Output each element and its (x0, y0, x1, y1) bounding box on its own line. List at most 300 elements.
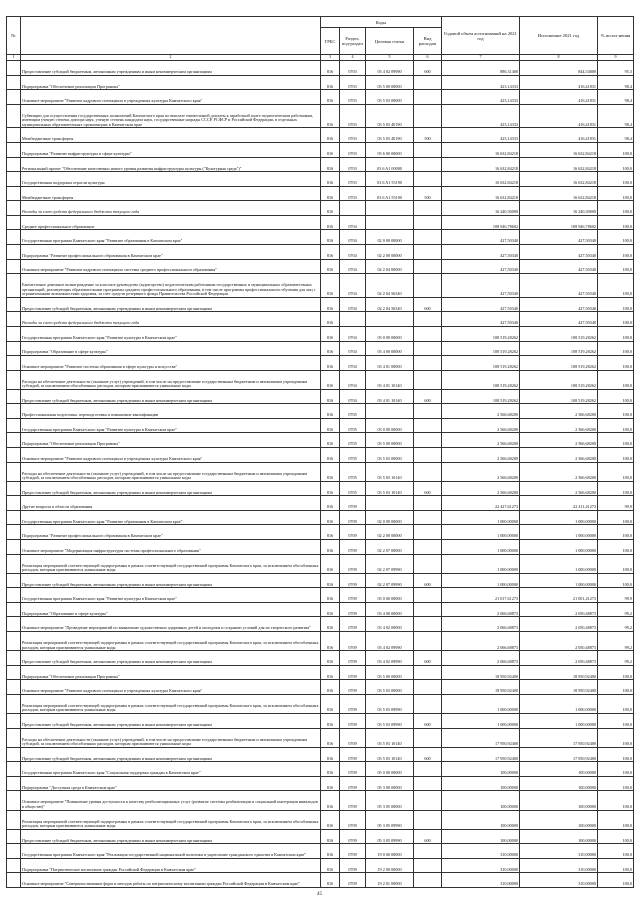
cell-pct: 100,0 (598, 713, 634, 728)
cell-plan: 2 566,68200 (442, 448, 520, 463)
cell-target: 03 5 03 10140 (366, 747, 414, 762)
cell-grbs: 816 (321, 481, 340, 496)
cell-plan: 427,50340 (442, 259, 520, 274)
cell-pct: 100,0 (598, 481, 634, 496)
cell-exptype (414, 143, 442, 158)
cell-fact: 16 632,84218 (520, 186, 598, 201)
cell-target: 03 5 03 00000 (366, 90, 414, 105)
cell-target: 02 2 00 00000 (366, 525, 414, 540)
cell-section: 0704 (340, 259, 366, 274)
cell-num (7, 510, 21, 525)
cell-num (7, 75, 21, 90)
header-grbs: ГРБС (321, 28, 340, 55)
table-row (7, 680, 634, 695)
cell-grbs: 816 (321, 680, 340, 695)
cell-exptype: 600 (414, 389, 442, 404)
cell-pct: 100,0 (598, 230, 634, 245)
cell-exptype (414, 762, 442, 777)
cell-section: 0709 (340, 858, 366, 873)
cell-num (7, 370, 21, 389)
table-row (7, 602, 634, 617)
cell-name: Расходы на обеспечение деятельности (оказание услуг) учреждений, в том числе на предоставление государственным бюджетным и автономным учреждениям субсидий, за исключением обособленных расходов, которым присваиваются уникальные коды (21, 370, 321, 389)
cell-fact: 2 566,68200 (520, 481, 598, 496)
cell-pct: 98,4 (598, 128, 634, 143)
cell-grbs: 816 (321, 510, 340, 525)
cell-pct: 100,0 (598, 728, 634, 747)
table-row (7, 215, 634, 230)
cell-grbs: 816 (321, 201, 340, 216)
cell-section: 0704 (340, 274, 366, 298)
cell-exptype (414, 858, 442, 873)
cell-exptype (414, 873, 442, 888)
cell-num (7, 665, 21, 680)
cell-num (7, 844, 21, 859)
cell-pct: 95,3 (598, 61, 634, 76)
column-number: 3 (321, 55, 340, 61)
table-row (7, 341, 634, 356)
cell-target (366, 404, 414, 419)
cell-target: 03 5 03 10140 (366, 481, 414, 496)
cell-exptype (414, 370, 442, 389)
cell-section: 0703 (340, 186, 366, 201)
cell-target: 05 3 00 00000 (366, 776, 414, 791)
cell-fact: 1 000,00000 (520, 525, 598, 540)
cell-target: 03 4 02 09990 (366, 651, 414, 666)
cell-exptype: 600 (414, 651, 442, 666)
cell-fact: 108 519,28262 (520, 356, 598, 371)
cell-section: 0709 (340, 776, 366, 791)
cell-grbs: 816 (321, 588, 340, 603)
cell-num (7, 713, 21, 728)
cell-exptype (414, 844, 442, 859)
cell-plan: 310,00000 (442, 873, 520, 888)
cell-fact: 2 050,48873 (520, 631, 598, 650)
cell-plan: 2 066,68873 (442, 651, 520, 666)
cell-num (7, 172, 21, 187)
cell-section: 0709 (340, 525, 366, 540)
cell-name: Подпрограмма "Образование в сфере культуры" (21, 341, 321, 356)
cell-exptype (414, 631, 442, 650)
cell-target (366, 496, 414, 511)
cell-num (7, 448, 21, 463)
cell-pct: 100,0 (598, 157, 634, 172)
cell-exptype (414, 776, 442, 791)
column-number: 5 (366, 55, 414, 61)
cell-pct: 100,0 (598, 297, 634, 312)
cell-exptype: 500 (414, 128, 442, 143)
table-row (7, 389, 634, 404)
cell-num (7, 326, 21, 341)
cell-plan: 100,00000 (442, 791, 520, 810)
cell-grbs: 816 (321, 651, 340, 666)
cell-section: 0705 (340, 481, 366, 496)
cell-num (7, 215, 21, 230)
cell-grbs: 816 (321, 602, 340, 617)
table-row (7, 617, 634, 632)
cell-grbs: 816 (321, 215, 340, 230)
cell-fact: 844,54800 (520, 61, 598, 76)
cell-exptype (414, 312, 442, 327)
cell-name: Государственная программа Камчатского края "Развитие культуры в Камчатском крае" (21, 588, 321, 603)
cell-section: 0703 (340, 172, 366, 187)
cell-exptype (414, 462, 442, 481)
cell-pct: 99,2 (598, 617, 634, 632)
cell-target: 03 4 00 00000 (366, 602, 414, 617)
cell-fact: 17 950,92400 (520, 728, 598, 747)
cell-section: 0709 (340, 602, 366, 617)
cell-section: 0709 (340, 844, 366, 859)
table-row (7, 554, 634, 573)
column-number: 2 (21, 55, 321, 61)
cell-section: 0704 (340, 230, 366, 245)
cell-grbs: 816 (321, 631, 340, 650)
column-number: 7 (442, 55, 520, 61)
cell-section: 0709 (340, 680, 366, 695)
cell-grbs: 816 (321, 389, 340, 404)
table-row (7, 651, 634, 666)
cell-section: 0709 (340, 540, 366, 555)
cell-exptype: 600 (414, 573, 442, 588)
cell-name: Предоставление субсидий бюджетным, автономным учреждениям и иным некоммерческим организациям (21, 573, 321, 588)
header-exptype: Вид расходов (414, 28, 442, 55)
cell-exptype: 600 (414, 61, 442, 76)
cell-section: 0705 (340, 448, 366, 463)
cell-pct: 100,0 (598, 389, 634, 404)
cell-grbs: 816 (321, 617, 340, 632)
table-row (7, 128, 634, 143)
cell-num (7, 747, 21, 762)
cell-target: 03 5 03 40190 (366, 128, 414, 143)
cell-fact: 416,41831 (520, 104, 598, 128)
cell-num (7, 694, 21, 713)
budget-table-sheet (6, 16, 633, 888)
cell-exptype (414, 617, 442, 632)
cell-plan: 423,14333 (442, 104, 520, 128)
cell-fact: 416,41831 (520, 128, 598, 143)
cell-num (7, 230, 21, 245)
cell-target: 03 6 A1 55190 (366, 186, 414, 201)
cell-pct: 100,0 (598, 404, 634, 419)
cell-section: 0703 (340, 90, 366, 105)
cell-grbs: 816 (321, 873, 340, 888)
cell-plan: 1 000,00000 (442, 554, 520, 573)
cell-plan: 2 566,68200 (442, 462, 520, 481)
cell-name: Подпрограмма "Образование в сфере культуры" (21, 602, 321, 617)
cell-grbs: 816 (321, 810, 340, 829)
cell-num (7, 312, 21, 327)
cell-target: 02 2 04 00000 (366, 259, 414, 274)
cell-section: 0709 (340, 631, 366, 650)
cell-num (7, 274, 21, 298)
cell-num (7, 433, 21, 448)
cell-section: 0704 (340, 215, 366, 230)
cell-fact: 1 000,00000 (520, 554, 598, 573)
cell-name: Среднее профессиональное образование (21, 215, 321, 230)
cell-exptype (414, 540, 442, 555)
cell-target: 02 2 07 09990 (366, 554, 414, 573)
cell-name: Профессиональная подготовка, переподготовка и повышение квалификации (21, 404, 321, 419)
cell-section: 0703 (340, 104, 366, 128)
cell-fact: 22 411,41273 (520, 496, 598, 511)
table-row (7, 90, 634, 105)
cell-target: 03 5 00 00000 (366, 433, 414, 448)
cell-num (7, 244, 21, 259)
cell-fact: 1 000,00000 (520, 540, 598, 555)
cell-target: 02 2 07 09990 (366, 573, 414, 588)
table-body (7, 61, 634, 888)
cell-plan: 18 950,92400 (442, 665, 520, 680)
cell-exptype (414, 157, 442, 172)
cell-plan: 1 000,00000 (442, 713, 520, 728)
cell-name: Государственная программа Камчатского края "Развитие образования в Камчатском крае" (21, 230, 321, 245)
cell-grbs: 816 (321, 554, 340, 573)
cell-name: Государственная поддержка отрасли культуры (21, 172, 321, 187)
cell-fact: 310,00000 (520, 858, 598, 873)
cell-target: 19 2 00 00000 (366, 858, 414, 873)
cell-section: 0709 (340, 713, 366, 728)
cell-num (7, 201, 21, 216)
cell-target: 02 2 00 00000 (366, 244, 414, 259)
cell-plan: 423,14333 (442, 90, 520, 105)
cell-pct: 98,4 (598, 90, 634, 105)
cell-section: 0709 (340, 728, 366, 747)
cell-name: Основное мероприятие "Развитие кадрового потенциала в учреждениях культуры Камчатского края" (21, 448, 321, 463)
cell-pct: 100,0 (598, 259, 634, 274)
cell-grbs: 816 (321, 462, 340, 481)
cell-num (7, 631, 21, 650)
cell-target: 05 3 05 09990 (366, 829, 414, 844)
cell-name: Межбюджетные трансферты (21, 186, 321, 201)
cell-exptype (414, 326, 442, 341)
cell-plan: 108 519,28262 (442, 356, 520, 371)
cell-num (7, 617, 21, 632)
table-row (7, 462, 634, 481)
cell-target: 03 5 03 09990 (366, 713, 414, 728)
cell-name: Предоставление субсидий бюджетным, автономным учреждениям и иным некоммерческим организациям (21, 747, 321, 762)
cell-section: 0705 (340, 462, 366, 481)
cell-name: Государственная программа Камчатского края "Развитие культуры в Камчатском крае" (21, 418, 321, 433)
cell-name: Расходы на обеспечение деятельности (оказание услуг) учреждений, в том числе на предоставление государственным бюджетным и автономным учреждениям субсидий, за исключением обособленных расходов, которым присваиваются уникальные коды (21, 728, 321, 747)
cell-plan: 108 946,78602 (442, 215, 520, 230)
table-row (7, 810, 634, 829)
cell-num (7, 525, 21, 540)
cell-num (7, 496, 21, 511)
cell-num (7, 573, 21, 588)
cell-target: 03 5 03 09990 (366, 694, 414, 713)
cell-plan: 1 000,00000 (442, 540, 520, 555)
cell-plan: 1 000,00000 (442, 694, 520, 713)
cell-plan: 2 566,68200 (442, 481, 520, 496)
cell-target: 03 5 03 00000 (366, 448, 414, 463)
cell-plan: 310,00000 (442, 858, 520, 873)
column-number: 8 (520, 55, 598, 61)
cell-fact: 427,50340 (520, 244, 598, 259)
cell-name: Основное мероприятие "Проведение мероприятий по выявлению художественно одаренных детей и молодежи и созданию условий для их творческого развития" (21, 617, 321, 632)
cell-target: 03 4 01 10140 (366, 389, 414, 404)
cell-target: 03 5 03 10140 (366, 728, 414, 747)
cell-grbs: 816 (321, 791, 340, 810)
cell-plan: 108 519,28262 (442, 389, 520, 404)
cell-num (7, 791, 21, 810)
cell-pct: 100,0 (598, 810, 634, 829)
cell-plan: 17 950,92400 (442, 728, 520, 747)
cell-num (7, 651, 21, 666)
cell-num (7, 128, 21, 143)
cell-target: 05 3 05 09990 (366, 810, 414, 829)
column-number: 6 (414, 55, 442, 61)
cell-pct: 100,0 (598, 341, 634, 356)
cell-section: 0709 (340, 651, 366, 666)
cell-target: 03 5 03 40190 (366, 104, 414, 128)
cell-name: Подпрограмма "Развитие инфраструктуры в сфере культуры" (21, 143, 321, 158)
cell-plan: 1 000,00000 (442, 525, 520, 540)
table-row (7, 858, 634, 873)
cell-plan: 427,50340 (442, 312, 520, 327)
cell-grbs: 816 (321, 75, 340, 90)
table-row (7, 274, 634, 298)
cell-grbs: 816 (321, 186, 340, 201)
header-num: № (7, 17, 21, 55)
cell-fact: 108 519,28262 (520, 341, 598, 356)
cell-fact: 16 632,84218 (520, 143, 598, 158)
cell-section: 0709 (340, 829, 366, 844)
cell-pct: 100,0 (598, 858, 634, 873)
cell-num (7, 762, 21, 777)
cell-grbs: 816 (321, 157, 340, 172)
cell-pct: 100,0 (598, 215, 634, 230)
cell-section: 0703 (340, 128, 366, 143)
cell-section: 0709 (340, 510, 366, 525)
table-row (7, 418, 634, 433)
cell-pct: 100,0 (598, 680, 634, 695)
cell-name: Реализация мероприятий соответствующей подпрограммы в рамках соответствующей государственной программы Камчатского края, за исключением обособленных расходов, которым присваиваются уникальные коды (21, 694, 321, 713)
cell-target (366, 201, 414, 216)
table-row (7, 312, 634, 327)
cell-name: Подпрограмма "Обеспечение реализации Программы" (21, 433, 321, 448)
cell-fact: 1 000,00000 (520, 573, 598, 588)
cell-exptype (414, 510, 442, 525)
table-row (7, 631, 634, 650)
cell-fact: 1 000,00000 (520, 694, 598, 713)
table-row (7, 104, 634, 128)
cell-num (7, 186, 21, 201)
cell-num (7, 341, 21, 356)
cell-grbs: 816 (321, 244, 340, 259)
cell-exptype (414, 201, 442, 216)
cell-plan: 22 427,61273 (442, 496, 520, 511)
cell-pct: 100,0 (598, 747, 634, 762)
table-header (7, 17, 634, 61)
cell-plan: 423,14333 (442, 128, 520, 143)
cell-target: 02 0 00 00000 (366, 510, 414, 525)
cell-fact: 16 632,84218 (520, 172, 598, 187)
table-row (7, 510, 634, 525)
cell-num (7, 259, 21, 274)
cell-section: 0704 (340, 370, 366, 389)
cell-name: Государственная программа Камчатского края "Развитие культуры в Камчатском крае" (21, 326, 321, 341)
cell-section: 0703 (340, 75, 366, 90)
cell-section: 0709 (340, 747, 366, 762)
cell-name: Расходы за счет средств федерального бюджета текущего года (21, 312, 321, 327)
cell-target (366, 312, 414, 327)
cell-num (7, 61, 21, 76)
cell-grbs: 816 (321, 448, 340, 463)
cell-plan: 100,00000 (442, 776, 520, 791)
header-codes: Коды (321, 17, 442, 28)
cell-exptype (414, 791, 442, 810)
cell-section: 0709 (340, 665, 366, 680)
cell-plan: 427,50340 (442, 230, 520, 245)
cell-exptype (414, 75, 442, 90)
cell-section: 0709 (340, 617, 366, 632)
cell-pct: 100,0 (598, 143, 634, 158)
cell-num (7, 873, 21, 888)
cell-pct: 100,0 (598, 510, 634, 525)
cell-plan: 886,31400 (442, 61, 520, 76)
cell-exptype: 600 (414, 829, 442, 844)
cell-name: Подпрограмма "Патриотическое воспитание граждан Российской Федерации в Камчатском крае" (21, 858, 321, 873)
cell-target: 02 0 00 00000 (366, 230, 414, 245)
cell-plan: 427,50340 (442, 274, 520, 298)
cell-grbs: 816 (321, 858, 340, 873)
cell-section: 0709 (340, 588, 366, 603)
cell-num (7, 602, 21, 617)
cell-target: 03 4 00 00000 (366, 341, 414, 356)
cell-grbs: 816 (321, 525, 340, 540)
cell-fact: 2 566,68200 (520, 448, 598, 463)
cell-grbs: 816 (321, 90, 340, 105)
cell-section: 0704 (340, 244, 366, 259)
cell-exptype (414, 244, 442, 259)
cell-pct: 100,0 (598, 201, 634, 216)
cell-pct: 99,2 (598, 602, 634, 617)
cell-name: Основное мероприятие "Развитие кадрового потенциала в учреждениях культуры Камчатского края" (21, 90, 321, 105)
cell-target: 03 5 00 00000 (366, 665, 414, 680)
table-row (7, 230, 634, 245)
cell-fact: 2 566,68200 (520, 418, 598, 433)
cell-pct: 100,0 (598, 791, 634, 810)
cell-exptype: 600 (414, 747, 442, 762)
cell-grbs: 816 (321, 230, 340, 245)
cell-grbs: 816 (321, 829, 340, 844)
table-row (7, 172, 634, 187)
cell-fact: 427,50340 (520, 274, 598, 298)
cell-grbs: 816 (321, 370, 340, 389)
cell-exptype (414, 588, 442, 603)
cell-pct: 100,0 (598, 844, 634, 859)
cell-grbs: 816 (321, 356, 340, 371)
cell-section: 0709 (340, 873, 366, 888)
cell-exptype (414, 665, 442, 680)
cell-name: Субвенции для осуществления государственных полномочий Камчатского края по выплате ежемесячной доплаты к заработной плате педагогическим работникам, имеющим ученую степень доктора наук, ученую степень кандидата наук, государственные награды СССР, РСФСР и Российской Федерации, в отдельных муниципальных образовательных организациях в Камчатском крае (21, 104, 321, 128)
cell-grbs: 816 (321, 404, 340, 419)
cell-target: 19 0 00 00000 (366, 844, 414, 859)
cell-fact: 427,50340 (520, 230, 598, 245)
cell-target: 03 6 A1 00000 (366, 157, 414, 172)
cell-section: 0703 (340, 143, 366, 158)
cell-grbs: 816 (321, 274, 340, 298)
cell-name: Подпрограмма "Развитие профессионального образования в Камчатском крае" (21, 244, 321, 259)
table-row (7, 776, 634, 791)
cell-target: 02 2 04 56340 (366, 297, 414, 312)
cell-name: Реализация мероприятий соответствующей подпрограммы в рамках соответствующей государственной программы Камчатского края, за исключением обособленных расходов, которым присваиваются уникальные коды (21, 631, 321, 650)
table-row (7, 873, 634, 888)
table-row (7, 747, 634, 762)
cell-target: 03 5 03 10140 (366, 462, 414, 481)
cell-exptype (414, 680, 442, 695)
cell-fact: 21 001,41273 (520, 588, 598, 603)
cell-num (7, 680, 21, 695)
